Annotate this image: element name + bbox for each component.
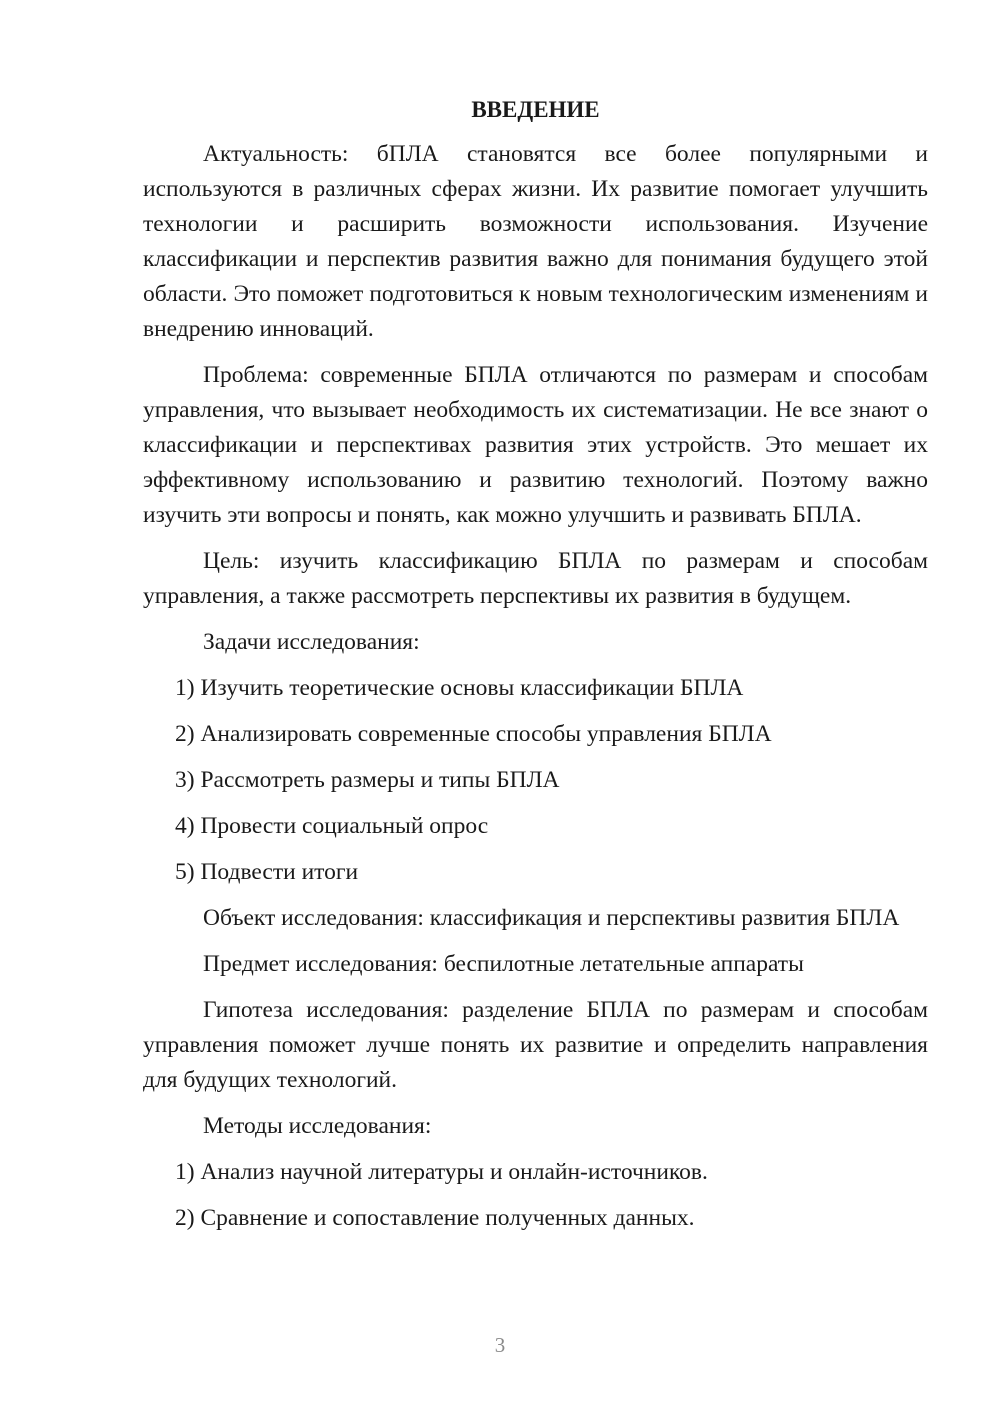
- tasks-heading: Задачи исследования:: [203, 629, 420, 655]
- paragraph-goal: Цель: изучить классификацию БПЛА по размерам и способам управления, а также рассмотреть перспективы их развития в будущем.: [143, 548, 928, 609]
- task-item-5: 5) Подвести итоги: [175, 859, 359, 885]
- method-item-1: 1) Анализ научной литературы и онлайн-источников.: [175, 1159, 708, 1185]
- paragraph-hypothesis: Гипотеза исследования: разделение БПЛА по размерам и способам управления поможет лучше понять их развитие и определить направления для будущих технологий.: [143, 997, 928, 1093]
- paragraph-problem: Проблема: современные БПЛА отличаются по размерам и способам управления, что вызывает необходимость их систематизации. Не все знают о классификации и перспективах развития этих устройств. Это мешает их эффективному использованию и развитию технологий. Поэтому важно изучить эти вопросы и понять, как можно улучшить и развивать БПЛА.: [143, 362, 928, 528]
- page-number: 3: [494, 1333, 506, 1357]
- document-page: [143, 92, 928, 1236]
- task-item-4: 4) Провести социальный опрос: [175, 813, 489, 839]
- method-item-2: 2) Сравнение и сопоставление полученных данных.: [175, 1205, 695, 1231]
- task-item-1: 1) Изучить теоретические основы классификации БПЛА: [175, 675, 744, 701]
- paragraph-relevance: Актуальность: бПЛА становятся все более популярными и используются в различных сферах жизни. Их развитие помогает улучшить технологии и расширить возможности использования. Изучение классификации и перспектив развития важно для понимания будущего этой области. Это поможет подготовиться к новым технологическим изменениям и внедрению инноваций.: [143, 141, 928, 342]
- page-title: ВВЕДЕНИЕ: [471, 97, 600, 122]
- paragraph-subject: Предмет исследования: беспилотные летательные аппараты: [203, 951, 804, 977]
- task-item-2: 2) Анализировать современные способы управления БПЛА: [175, 721, 772, 747]
- methods-heading: Методы исследования:: [203, 1113, 432, 1139]
- paragraph-object: Объект исследования: классификация и перспективы развития БПЛА: [203, 905, 900, 931]
- task-item-3: 3) Рассмотреть размеры и типы БПЛА: [175, 767, 560, 793]
